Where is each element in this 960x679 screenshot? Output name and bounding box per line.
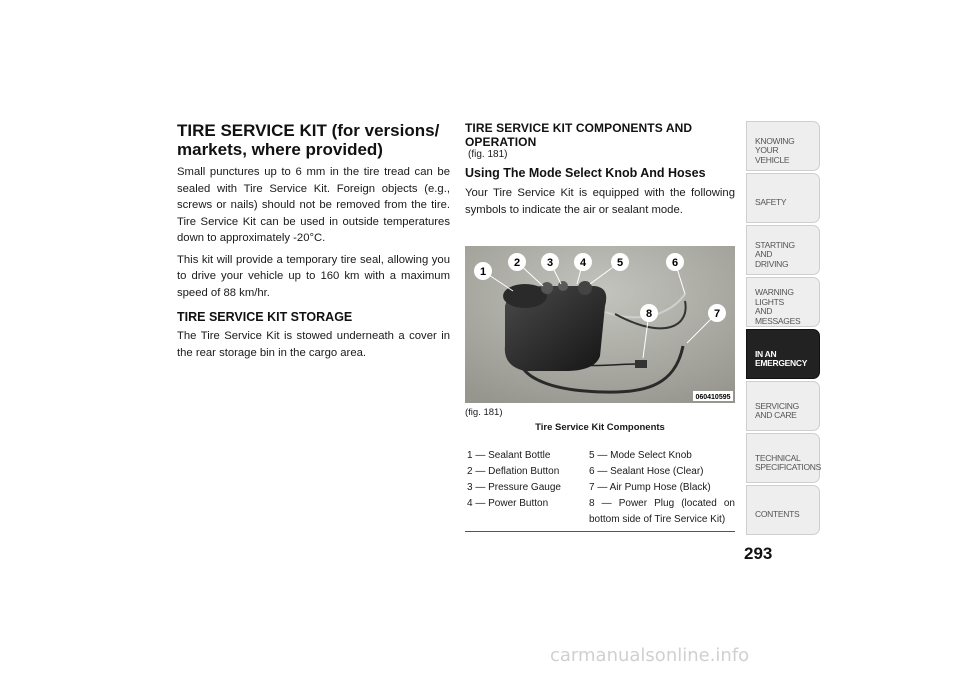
legend-item: 4 — Power Button [467,498,549,509]
legend-item: 1 — Sealant Bottle [467,450,551,461]
svg-text:5: 5 [616,257,624,269]
legend-row [465,448,735,464]
component-legend [465,448,735,528]
tab-safety[interactable]: SAFETY [746,173,820,223]
tab-servicing-and-care[interactable]: SERVICING AND CARE [746,381,820,431]
figure-code: 060410595 [695,394,731,401]
legend-item: 8 — Power Plug (located on bottom side of Tire Service Kit) [589,498,735,525]
svg-text:4: 4 [579,257,587,269]
svg-text:7: 7 [713,308,721,320]
tab-knowing-your-vehicle[interactable]: KNOWING YOUR VEHICLE [746,121,820,171]
legend-item: 3 — Pressure Gauge [467,482,561,493]
legend-row [465,464,735,480]
figure-caption: Tire Service Kit Components [535,422,665,433]
tab-contents[interactable]: CONTENTS [746,485,820,535]
watermark: carmanualsonline.info [550,645,750,666]
figure-reference: (fig. 181) [468,149,508,160]
storage-heading: TIRE SERVICE KIT STORAGE [177,310,353,324]
right-column [465,121,735,223]
left-column [177,121,450,366]
legend-row [465,496,735,528]
tab-in-an-emergency[interactable]: IN AN EMERGENCY [746,329,820,379]
paragraph-temporary-seal: This kit will provide a temporary tire seal, allowing you to drive your vehicle up to 160 km with a maximum speed of 88 km/hr. [177,253,450,299]
svg-text:1: 1 [479,266,487,278]
kit-illustration [465,246,735,403]
page-number: 293 [744,544,773,563]
tab-starting-and-driving[interactable]: STARTING AND DRIVING [746,225,820,275]
storage-paragraph: The Tire Service Kit is stowed underneath a cover in the rear storage bin in the cargo area. [177,330,450,359]
svg-text:3: 3 [546,257,554,269]
legend-divider [465,531,735,532]
tab-warning-lights[interactable]: WARNING LIGHTS AND MESSAGES [746,277,820,327]
legend-item: 7 — Air Pump Hose (Black) [589,482,711,493]
section-title: TIRE SERVICE KIT (for versions/ markets, where provided) [177,121,440,159]
legend-item: 6 — Sealant Hose (Clear) [589,466,704,477]
tire-service-kit-photo [465,246,735,403]
legend-row [465,480,735,496]
legend-item: 5 — Mode Select Knob [589,450,692,461]
svg-text:6: 6 [671,257,679,269]
svg-text:8: 8 [645,308,653,320]
chapter-tabs [746,121,820,537]
mode-select-paragraph: Your Tire Service Kit is equipped with the following symbols to indicate the air or sealant mode. [465,187,735,216]
paragraph-punctures: Small punctures up to 6 mm in the tire tread can be sealed with Tire Service Kit. Foreign objects (e.g., screws or nails) should not be removed from the tire. Tire Service Kit can be used in outside temperatures down to approximately -20°C. [177,166,450,244]
legend-item: 2 — Deflation Button [467,466,560,477]
svg-text:2: 2 [513,257,521,269]
figure-label: (fig. 181) [465,407,503,418]
tab-technical-specifications[interactable]: TECHNICAL SPECIFICATIONS [746,433,820,483]
mode-select-subheading: Using The Mode Select Knob And Hoses [465,166,706,180]
components-heading: TIRE SERVICE KIT COMPONENTS AND OPERATION [465,121,693,149]
